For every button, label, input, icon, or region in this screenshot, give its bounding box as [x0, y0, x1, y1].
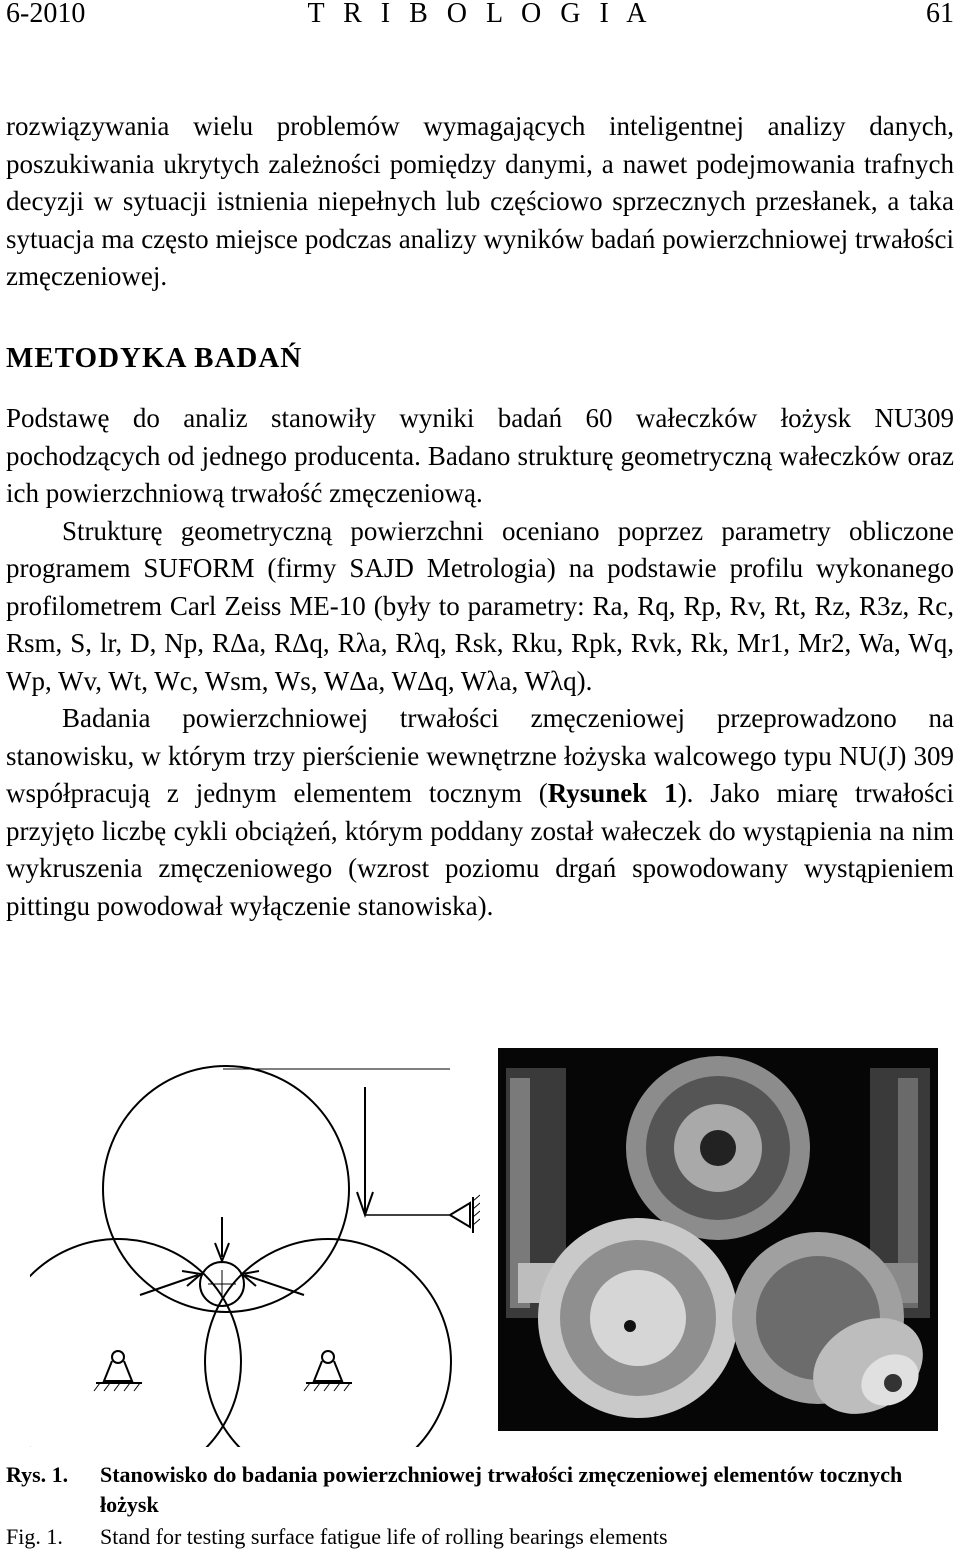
- intro-paragraph-block: [6, 108, 954, 296]
- caption-polish: [6, 1460, 960, 1530]
- caption-pl-label: Rys. 1.: [6, 1462, 69, 1487]
- lower-right-ring-circle: [205, 1239, 451, 1447]
- methods-text: [6, 400, 954, 925]
- test-stand-diagram: [30, 1057, 480, 1447]
- figure-1: [0, 1045, 960, 1445]
- caption-en-label: Fig. 1.: [6, 1524, 63, 1549]
- intro-paragraph: rozwiązywania wielu problemów wymagających inteligentnej analizy danych, poszukiwania ukrytych zależności pomiędzy danymi, a nawet podejmowania trafnych decyzji w sytuacji istnienia niepełnych lub częściowo sprzecznych przesłanek, a taka sytuacja ma często miejsce podczas analizy wyników badań powierzchniowej trwałości zmęczeniowej.: [6, 111, 954, 291]
- caption-english: [6, 1522, 960, 1552]
- paragraph-3: [6, 700, 954, 925]
- issue-number: 6-2010: [6, 0, 86, 29]
- section-heading: METODYKA BADAŃ: [6, 342, 303, 374]
- left-pivot: [112, 1351, 124, 1363]
- paragraph-3-after: ). Jako miarę trwałości przyjęto liczbę cykli obciążeń, którym poddany został wałeczek do wystąpienia na nim wykruszenia zmęczeniowego (wzrost poziomu drgań spowodowany wystąpieniem pittingu powodował wyłączenie stanowiska).: [6, 778, 954, 921]
- figure-reference: Rysunek 1: [547, 778, 678, 808]
- lower-left-ring-circle: [30, 1239, 241, 1447]
- caption-en-text: Stand for testing surface fatigue life of rolling bearings elements: [100, 1524, 668, 1549]
- upper-ring-circle: [103, 1066, 349, 1312]
- paragraph-1: Podstawę do analiz stanowiły wyniki badań 60 wałeczków łożysk NU309 pochodzących od jednego producenta. Badano strukturę geometryczną wałeczków oraz ich powierzchniową trwałość zmęczeniową.: [6, 403, 954, 508]
- test-stand-photo: [498, 1048, 938, 1431]
- right-support: [450, 1203, 470, 1227]
- right-pivot: [322, 1351, 334, 1363]
- journal-title: T R I B O L O G I A: [307, 0, 653, 29]
- paragraph-3-before: Badania powierzchniowej trwałości zmęczeniowej przeprowadzono na stanowisku, w którym trzy pierścienie wewnętrzne łożyska walcowego typu NU(J) 309 współpracują z jednym elementem tocznym (: [6, 703, 954, 808]
- page-header: [6, 0, 954, 40]
- caption-pl-text: Stanowisko do badania powierzchniowej trwałości zmęczeniowej elementów tocznych łożysk: [100, 1462, 903, 1517]
- paragraph-2: Strukturę geometryczną powierzchni oceniano poprzez parametry obliczone programem SUFORM (firmy SAJD Metrologia) na podstawie profilu wykonanego profilometrem Carl Zeiss ME-10 (były to parametry: Ra, Rq, Rp, Rv, Rt, Rz, R3z, Rc, Rsm, S, lr, D, Np, RΔa, RΔq, Rλa, Rλq, Rsk, Rku, Rpk, Rvk, Rk, Mr1, Mr2, Wa, Wq, Wp, Wv, Wt, Wc, Wsm, Ws, WΔa, WΔq, Wλa, Wλq).: [6, 515, 954, 696]
- page-number: 61: [926, 0, 954, 29]
